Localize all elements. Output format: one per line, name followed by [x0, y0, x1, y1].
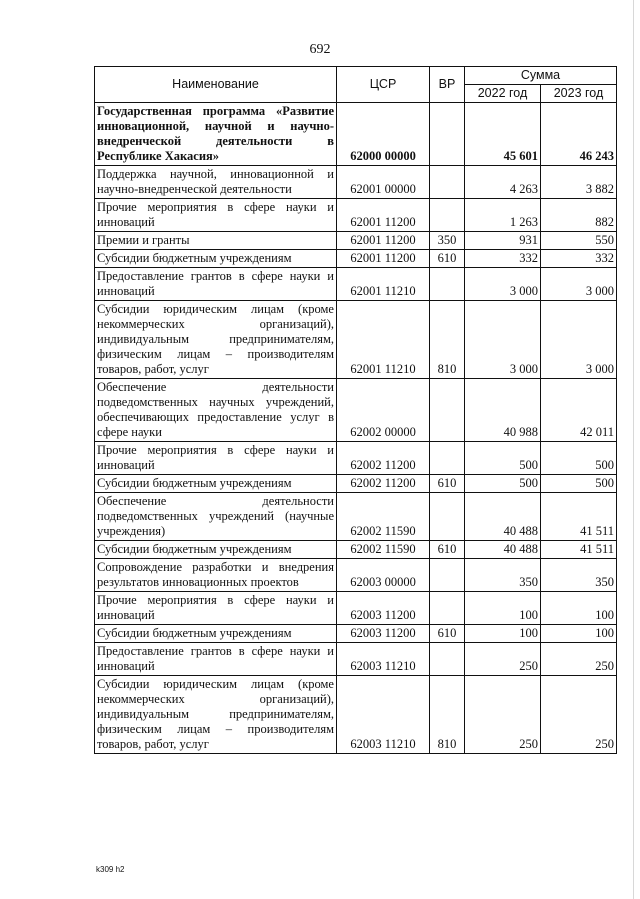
table-row	[95, 442, 617, 475]
cell-vr	[430, 199, 465, 232]
cell-csr: 62001 00000	[337, 166, 430, 199]
cell-vr: 810	[430, 676, 465, 754]
cell-2023: 550	[541, 232, 617, 250]
cell-name: Обеспечение деятельности подведомственных научных учреждений, обеспечивающих предоставление услуг в сфере науки	[95, 379, 337, 442]
cell-2023: 3 000	[541, 301, 617, 379]
cell-vr: 350	[430, 232, 465, 250]
cell-vr	[430, 103, 465, 166]
cell-name: Субсидии бюджетным учреждениям	[95, 475, 337, 493]
cell-name: Предоставление грантов в сфере науки и инноваций	[95, 643, 337, 676]
cell-csr: 62003 11210	[337, 676, 430, 754]
cell-vr: 610	[430, 625, 465, 643]
table-row	[95, 268, 617, 301]
cell-csr: 62002 11200	[337, 442, 430, 475]
cell-csr: 62000 00000	[337, 103, 430, 166]
cell-vr: 810	[430, 301, 465, 379]
cell-vr	[430, 442, 465, 475]
cell-csr: 62002 11590	[337, 493, 430, 541]
cell-name: Субсидии юридическим лицам (кроме некоммерческих организаций), индивидуальным предпринимателям, физическим лицам – производителям товаров, работ, услуг	[95, 301, 337, 379]
table-row	[95, 493, 617, 541]
cell-csr: 62001 11200	[337, 199, 430, 232]
header-year-2022: 2022 год	[465, 85, 541, 103]
cell-name: Государственная программа «Развитие инновационной, научной и научно-внедренческой деятельности в Республике Хакасия»	[95, 103, 337, 166]
table-row	[95, 676, 617, 754]
cell-name: Субсидии бюджетным учреждениям	[95, 541, 337, 559]
cell-csr: 62002 11590	[337, 541, 430, 559]
cell-2023: 41 511	[541, 541, 617, 559]
header-year-2023: 2023 год	[541, 85, 617, 103]
table-row	[95, 379, 617, 442]
cell-2023: 3 882	[541, 166, 617, 199]
header-vr: ВР	[430, 67, 465, 103]
cell-csr: 62001 11210	[337, 268, 430, 301]
cell-2022: 250	[465, 676, 541, 754]
cell-vr	[430, 643, 465, 676]
cell-2023: 882	[541, 199, 617, 232]
cell-name: Субсидии бюджетным учреждениям	[95, 625, 337, 643]
cell-name: Сопровождение разработки и внедрения результатов инновационных проектов	[95, 559, 337, 592]
header-sum: Сумма	[465, 67, 617, 85]
budget-table	[94, 66, 617, 754]
page-number: 692	[309, 42, 331, 57]
cell-csr: 62001 11200	[337, 232, 430, 250]
header-name: Наименование	[95, 67, 337, 103]
header-csr: ЦСР	[337, 67, 430, 103]
table-row	[95, 475, 617, 493]
cell-name: Премии и гранты	[95, 232, 337, 250]
scan-edge-shadow	[633, 0, 634, 899]
cell-csr: 62003 11200	[337, 592, 430, 625]
footer-code: k309 h2	[96, 865, 125, 874]
cell-2022: 500	[465, 442, 541, 475]
cell-csr: 62003 11210	[337, 643, 430, 676]
table-body	[95, 103, 617, 754]
table-row	[95, 199, 617, 232]
cell-name: Поддержка научной, инновационной и научно-внедренческой деятельности	[95, 166, 337, 199]
cell-2022: 3 000	[465, 268, 541, 301]
cell-csr: 62002 00000	[337, 379, 430, 442]
table-row	[95, 592, 617, 625]
table-row	[95, 541, 617, 559]
cell-csr: 62001 11200	[337, 250, 430, 268]
cell-2022: 332	[465, 250, 541, 268]
cell-2023: 500	[541, 475, 617, 493]
cell-name: Предоставление грантов в сфере науки и инноваций	[95, 268, 337, 301]
cell-2022: 40 488	[465, 493, 541, 541]
table-row	[95, 232, 617, 250]
cell-2023: 250	[541, 676, 617, 754]
cell-vr	[430, 166, 465, 199]
cell-vr: 610	[430, 475, 465, 493]
cell-vr: 610	[430, 541, 465, 559]
cell-2023: 100	[541, 592, 617, 625]
cell-2022: 4 263	[465, 166, 541, 199]
cell-2022: 40 488	[465, 541, 541, 559]
cell-2022: 250	[465, 643, 541, 676]
cell-vr	[430, 268, 465, 301]
cell-2023: 46 243	[541, 103, 617, 166]
cell-vr: 610	[430, 250, 465, 268]
cell-name: Субсидии юридическим лицам (кроме некоммерческих организаций), индивидуальным предпринимателям, физическим лицам – производителям товаров, работ, услуг	[95, 676, 337, 754]
cell-2023: 500	[541, 442, 617, 475]
cell-csr: 62003 00000	[337, 559, 430, 592]
cell-2023: 250	[541, 643, 617, 676]
cell-vr	[430, 493, 465, 541]
cell-2022: 100	[465, 592, 541, 625]
cell-vr	[430, 379, 465, 442]
cell-name: Обеспечение деятельности подведомственных учреждений (научные учреждения)	[95, 493, 337, 541]
cell-2023: 3 000	[541, 268, 617, 301]
cell-2022: 40 988	[465, 379, 541, 442]
cell-2023: 350	[541, 559, 617, 592]
cell-name: Прочие мероприятия в сфере науки и инноваций	[95, 442, 337, 475]
table-row	[95, 643, 617, 676]
cell-2022: 100	[465, 625, 541, 643]
cell-csr: 62002 11200	[337, 475, 430, 493]
cell-vr	[430, 559, 465, 592]
table-row	[95, 625, 617, 643]
table-row	[95, 103, 617, 166]
cell-name: Субсидии бюджетным учреждениям	[95, 250, 337, 268]
cell-2023: 332	[541, 250, 617, 268]
table-row	[95, 166, 617, 199]
table-row	[95, 559, 617, 592]
cell-vr	[430, 592, 465, 625]
cell-2023: 100	[541, 625, 617, 643]
cell-2022: 45 601	[465, 103, 541, 166]
cell-2022: 1 263	[465, 199, 541, 232]
cell-2023: 42 011	[541, 379, 617, 442]
table-header	[95, 67, 617, 103]
cell-name: Прочие мероприятия в сфере науки и инноваций	[95, 199, 337, 232]
table-row	[95, 250, 617, 268]
cell-2022: 931	[465, 232, 541, 250]
cell-2023: 41 511	[541, 493, 617, 541]
table-row	[95, 301, 617, 379]
cell-2022: 3 000	[465, 301, 541, 379]
cell-csr: 62003 11200	[337, 625, 430, 643]
cell-csr: 62001 11210	[337, 301, 430, 379]
cell-2022: 350	[465, 559, 541, 592]
cell-2022: 500	[465, 475, 541, 493]
cell-name: Прочие мероприятия в сфере науки и инноваций	[95, 592, 337, 625]
